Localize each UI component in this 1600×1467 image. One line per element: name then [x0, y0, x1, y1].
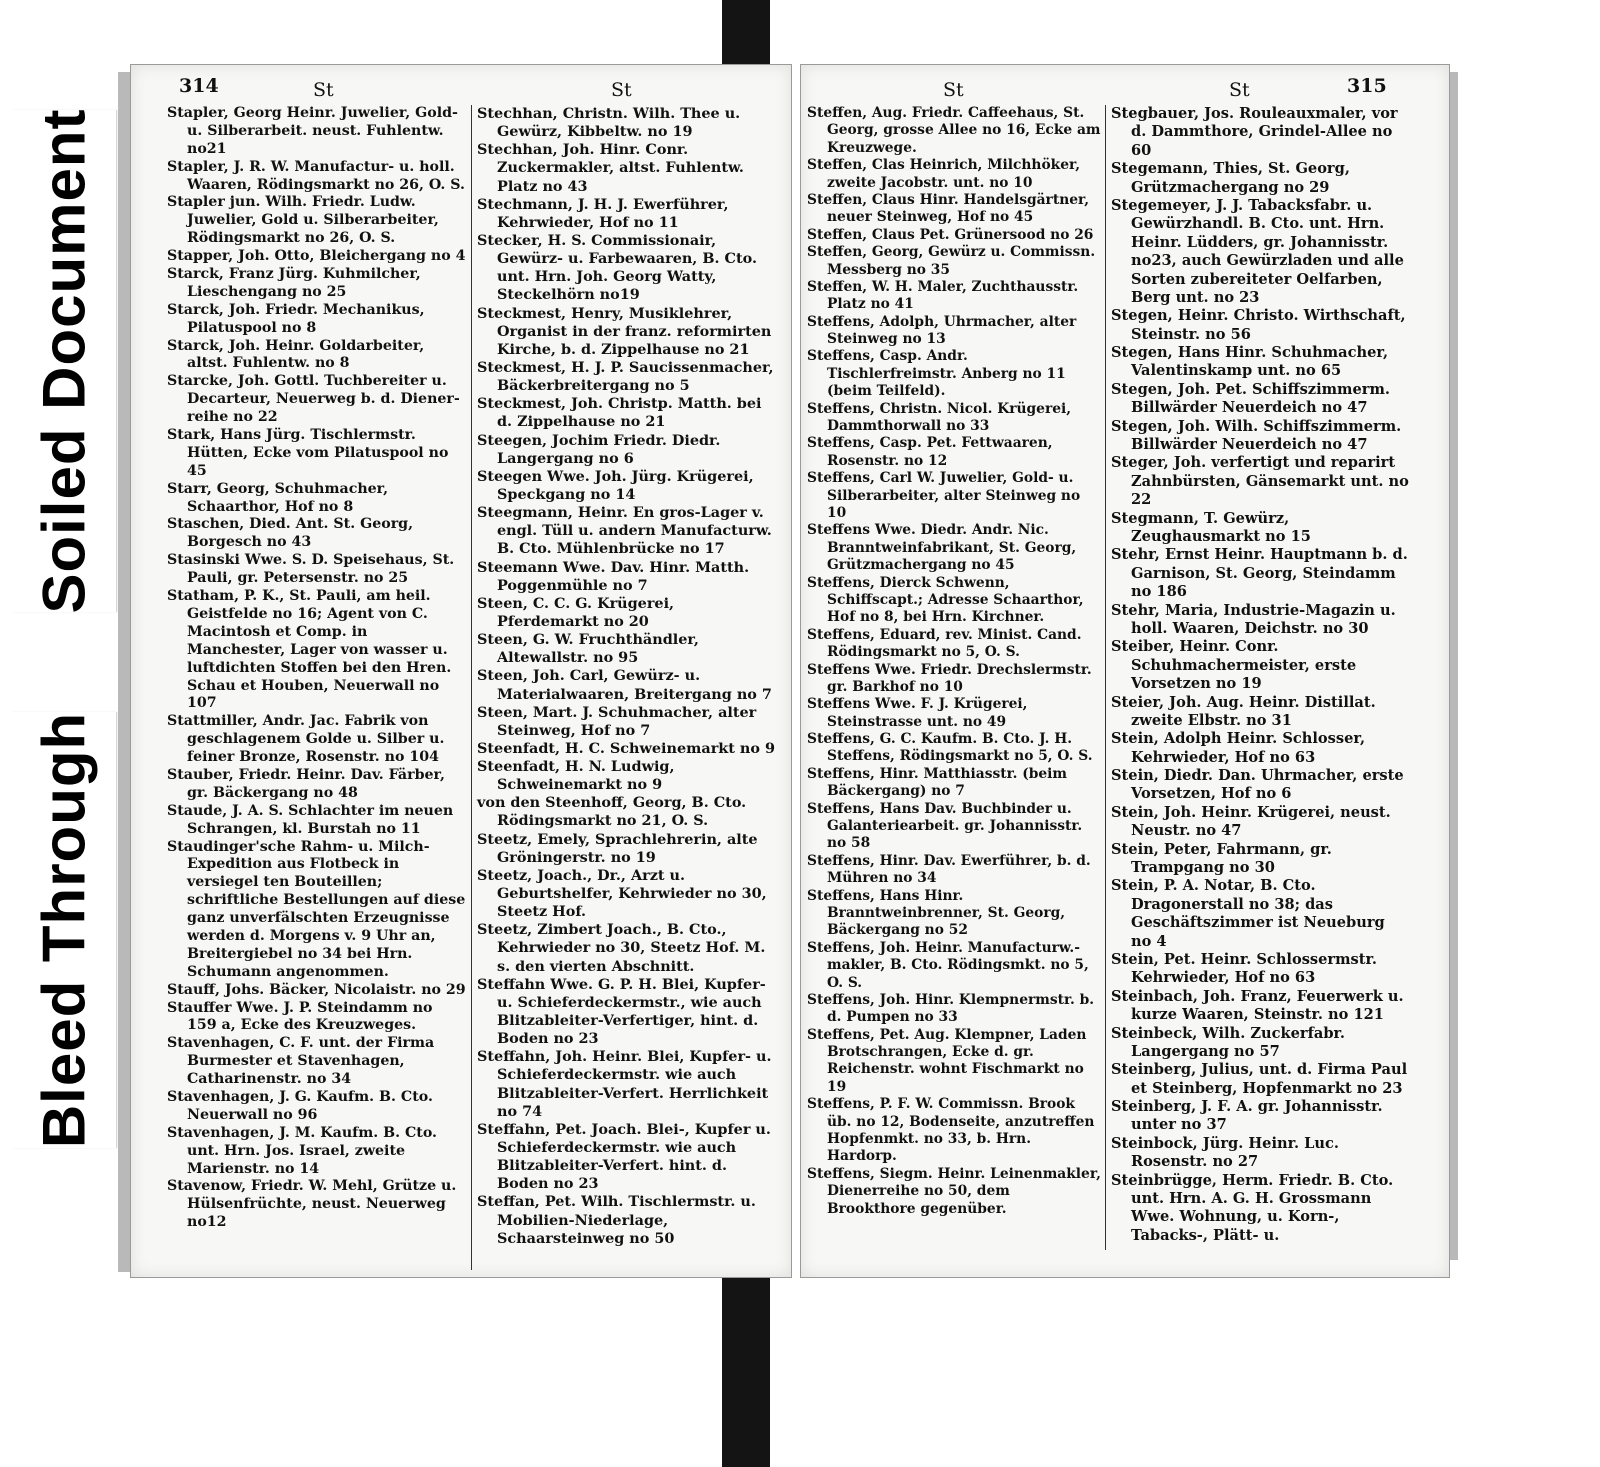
directory-entry: Steffens, Dierck Schwenn, Schiffscapt.; Adresse Schaarthor, Hof no 8, bei Hrn. Kirchner.: [807, 574, 1084, 626]
bleed-through-label: [12, 712, 117, 1148]
directory-entry: Steffens, Hans Dav. Buchbinder u. Galanteriearbeit. gr. Johannisstr. no 58: [807, 800, 1083, 852]
directory-entry: Steetz, Joach., Dr., Arzt u. Geburtshelfer, Kehrwieder no 30, Steetz Hof.: [477, 866, 767, 921]
directory-entry: Staudinger'sche Rahm- u. Milch-Expedition aus Flotbeck in versiegel ten Bouteillen; schriftliche Bestellungen auf diese ganz unverfälschten Erzeugnisse werden d. Morgens v. 9 Uhr an, Breitergiebel no 34 bei Hrn. Schumann angenommen.: [167, 838, 466, 980]
directory-entry: Stauber, Friedr. Heinr. Dav. Färber, gr. Bäckergang no 48: [167, 766, 445, 801]
directory-entry: Steffens, Carl W. Juwelier, Gold- u. Silberarbeiter, alter Steinweg no 10: [807, 470, 1081, 521]
directory-entry: Steffens, G. C. Kaufm. B. Cto. J. H. Steffens, Rödingsmarkt no 5, O. S.: [807, 731, 1093, 765]
directory-entry: Steiber, Heinr. Conr. Schuhmachermeister, erste Vorsetzen no 19: [1111, 638, 1357, 693]
directory-entry: Steetz, Emely, Sprachlehrerin, alte Gröningerstr. no 19: [477, 830, 758, 866]
directory-entry: Steffen, Claus Hinr. Handelsgärtner, neuer Steinweg, Hof no 45: [807, 191, 1090, 226]
directory-entry: Steffens, Christn. Nicol. Krügerei, Dammthorwall no 33: [807, 400, 1072, 435]
directory-entry: Steffen, Georg, Gewürz u. Commissn. Messberg no 35: [807, 244, 1096, 278]
directory-entry: Stein, Peter, Fahrmann, gr. Trampgang no 30: [1111, 840, 1332, 877]
directory-entry: Steinberg, J. F. A. gr. Johannisstr. unter no 37: [1111, 1098, 1383, 1134]
directory-entry: Stecker, H. S. Commissionair, Gewürz- u. Farbewaaren, B. Cto. unt. Hrn. Joh. Georg Watty, Steckelhörn no19: [477, 231, 757, 304]
directory-entry: Steffens Wwe. Friedr. Drechslermstr. gr. Barkhof no 10: [807, 661, 1092, 695]
directory-entry: Steegmann, Heinr. En gros-Lager v. engl. Tüll u. andern Manufacturw. B. Cto. Mühlenbrücke no 17: [477, 504, 772, 558]
directory-entry: Stapler jun. Wilh. Friedr. Ludw. Juwelier, Gold u. Silberarbeiter, Rödingsmarkt no 26, O. S.: [167, 194, 439, 247]
binding-strip-bottom: [722, 1264, 770, 1467]
directory-entry: Stehr, Ernst Heinr. Hauptmann b. d. Garnison, St. Georg, Steindamm no 186: [1111, 546, 1408, 601]
directory-entry: Stegen, Joh. Pet. Schiffszimmerm. Billwärder Neuerdeich no 47: [1111, 380, 1390, 417]
directory-entry: Steen, Mart. J. Schuhmacher, alter Steinweg, Hof no 7: [477, 703, 757, 739]
directory-entry: Stechhan, Christn. Wilh. Thee u. Gewürz, Kibbeltw. no 19: [477, 105, 741, 141]
right-page-column-2: [1111, 105, 1409, 1245]
directory-entry: Stapler, J. R. W. Manufactur- u. holl. Waaren, Rödingsmarkt no 26, O. S.: [167, 158, 465, 193]
directory-entry: Stavenhagen, J. G. Kaufm. B. Cto. Neuerwall no 96: [167, 1088, 433, 1123]
left-page-column-1: [167, 105, 467, 1232]
directory-entry: Steffens, Hans Hinr. Branntweinbrenner, St. Georg, Bäckergang no 52: [807, 887, 1066, 939]
directory-entry: Stavenow, Friedr. W. Mehl, Grütze u. Hülsenfrüchte, neust. Neuerweg no12: [167, 1178, 457, 1231]
directory-entry: Staschen, Died. Ant. St. Georg, Borgesch no 43: [167, 516, 414, 551]
directory-entry: Stegmann, T. Gewürz, Zeughausmarkt no 15: [1111, 509, 1311, 545]
directory-entry: Steffahn, Pet. Joach. Blei-, Kupfer u. Schieferdeckermstr. wie auch Blitzableiter-Verfert. hint. d. Boden no 23: [477, 1120, 771, 1193]
directory-entry: Steffens Wwe. Diedr. Andr. Nic. Branntweinfabrikant, St. Georg, Grützmachergang no 45: [807, 522, 1077, 574]
directory-entry: Steen, G. W. Fruchthändler, Altewallstr. no 95: [477, 631, 699, 667]
directory-entry: Stauffer Wwe. J. P. Steindamm no 159 a, Ecke des Kreuzweges.: [167, 999, 433, 1034]
directory-entry: Stegen, Joh. Wilh. Schiffszimmerm. Billwärder Neuerdeich no 47: [1111, 417, 1402, 454]
directory-entry: Steffahn, Joh. Heinr. Blei, Kupfer- u. Schieferdeckermstr. wie auch Blitzableiter-Verfert. Herrlichkeit no 74: [477, 1048, 772, 1120]
directory-entry: Steffens, Adolph, Uhrmacher, alter Steinweg no 13: [807, 313, 1077, 348]
directory-entry: Steffahn Wwe. G. P. H. Blei, Kupfer- u. Schieferdeckermstr., wie auch Blitzableiter-Verfertiger, hint. d. Boden no 23: [477, 975, 766, 1048]
running-head: St: [313, 79, 334, 101]
directory-entry: Steier, Joh. Aug. Heinr. Distillat. zweite Elbstr. no 31: [1111, 693, 1376, 729]
directory-entry: Steffens, Siegm. Heinr. Leinenmakler, Dienerreihe no 50, dem Brookthore gegenüber.: [807, 1165, 1101, 1217]
directory-entry: Starr, Georg, Schuhmacher, Schaarthor, Hof no 8: [167, 480, 389, 515]
page-number-right: 315: [1347, 75, 1387, 97]
directory-entry: Steinbach, Joh. Franz, Feuerwerk u. kurze Waaren, Steinstr. no 121: [1111, 987, 1404, 1024]
directory-entry: Starck, Joh. Heinr. Goldarbeiter, altst. Fuhlentw. no 8: [167, 337, 425, 372]
binding-strip-top: [722, 0, 770, 72]
left-page-column-2: [477, 105, 779, 1248]
directory-entry: Stegbauer, Jos. Rouleauxmaler, vor d. Dammthore, Grindel-Allee no 60: [1111, 105, 1398, 159]
directory-entry: Stegemann, Thies, St. Georg, Grützmachergang no 29: [1111, 160, 1350, 196]
left-page-header: [131, 75, 791, 105]
directory-entry: Steffan, Pet. Wilh. Tischlermstr. u. Mobilien-Niederlage, Schaarsteinweg no 50: [477, 1193, 756, 1247]
column-rule: [1105, 105, 1106, 1250]
directory-entry: Stein, Pet. Heinr. Schlossermstr. Kehrwieder, Hof no 63: [1111, 950, 1377, 987]
directory-entry: Steffens, Pet. Aug. Klempner, Laden Brotschrangen, Ecke d. gr. Reichenstr. wohnt Fischmarkt no 19: [807, 1026, 1087, 1095]
directory-entry: Stasinski Wwe. S. D. Speisehaus, St. Pauli, gr. Petersenstr. no 25: [167, 552, 455, 587]
directory-entry: Steen, Joh. Carl, Gewürz- u. Materialwaaren, Breitergang no 7: [477, 667, 772, 703]
directory-entry: Steetz, Zimbert Joach., B. Cto., Kehrwieder no 30, Steetz Hof. M. s. den vierten Abschnitt.: [477, 921, 766, 975]
directory-entry: Starck, Franz Jürg. Kuhmilcher, Lieschengang no 25: [167, 266, 421, 300]
directory-entry: Stavenhagen, C. F. unt. der Firma Burmester et Stavenhagen, Catharinenstr. no 34: [167, 1035, 435, 1088]
directory-entry: Stehr, Maria, Industrie-Magazin u. holl. Waaren, Deichstr. no 30: [1111, 601, 1396, 637]
directory-entry: Steckmest, H. J. P. Saucissenmacher, Bäckerbreitergang no 5: [477, 358, 774, 395]
directory-entry: Steffens Wwe. F. J. Krügerei, Steinstrasse unt. no 49: [807, 696, 1028, 730]
directory-entry: Steffens, Eduard, rev. Minist. Cand. Rödingsmarkt no 5, O. S.: [807, 626, 1082, 661]
directory-entry: Steffen, Claus Pet. Grünersood no 26: [807, 226, 1094, 243]
directory-entry: Stark, Hans Jürg. Tischlermstr. Hütten, Ecke vom Pilatuspool no 45: [167, 427, 449, 479]
directory-entry: Stapler, Georg Heinr. Juwelier, Gold- u. Silberarbeit. neust. Fuhlentw. no21: [167, 105, 458, 157]
directory-entry: Stapper, Joh. Otto, Bleichergang no 4: [167, 248, 466, 265]
directory-entry: Starcke, Joh. Gottl. Tuchbereiter u. Decarteur, Neuerweg b. d. Diener-reihe no 22: [167, 373, 460, 426]
directory-entry: Steinbeck, Wilh. Zuckerfabr. Langergang no 57: [1111, 1024, 1345, 1060]
directory-entry: Steffens, Hinr. Matthiasstr. (beim Bäckergang) no 7: [807, 765, 1068, 800]
directory-entry: Steffen, Clas Heinrich, Milchhöker, zweite Jacobstr. unt. no 10: [807, 157, 1081, 191]
directory-entry: Steffens, Joh. Hinr. Klempnermstr. b. d. Pumpen no 33: [807, 991, 1095, 1026]
directory-entry: Steenfadt, H. N. Ludwig, Schweinemarkt no 9: [477, 758, 675, 794]
directory-entry: Steger, Joh. verfertigt und reparirt Zahnbürsten, Gänsemarkt unt. no 22: [1111, 454, 1409, 509]
column-rule: [471, 105, 472, 1270]
soiled-document-text: Soiled Document: [30, 108, 98, 614]
directory-entry: Steegen Wwe. Joh. Jürg. Krügerei, Speckgang no 14: [477, 467, 754, 503]
directory-entry: Starck, Joh. Friedr. Mechanikus, Pilatuspool no 8: [167, 301, 425, 336]
directory-entry: Steffens, Casp. Pet. Fettwaaren, Rosenstr. no 12: [807, 435, 1053, 469]
directory-entry: Steinberg, Julius, unt. d. Firma Paul et Steinberg, Hopfenmarkt no 23: [1111, 1061, 1408, 1097]
directory-entry: Steegen, Jochim Friedr. Diedr. Langergang no 6: [477, 431, 721, 467]
running-head: St: [611, 79, 632, 101]
directory-entry: Stein, Diedr. Dan. Uhrmacher, erste Vorsetzen, Hof no 6: [1111, 767, 1404, 803]
left-page: [130, 64, 792, 1278]
directory-entry: Stechhan, Joh. Hinr. Conr. Zuckermakler, altst. Fuhlentw. Platz no 43: [477, 141, 744, 195]
directory-entry: Steemann Wwe. Dav. Hinr. Matth. Poggenmühle no 7: [477, 558, 750, 594]
directory-entry: Steinbock, Jürg. Heinr. Luc. Rosenstr. no 27: [1111, 1134, 1339, 1171]
directory-entry: Stattmiller, Andr. Jac. Fabrik von geschlagenem Golde u. Silber u. feiner Bronze, Rosenstr. no 104: [167, 713, 445, 766]
running-head: St: [1229, 79, 1250, 101]
directory-entry: Stechmann, J. H. J. Ewerführer, Kehrwieder, Hof no 11: [477, 195, 729, 231]
running-head: St: [943, 79, 964, 101]
page-number-left: 314: [179, 75, 219, 97]
directory-entry: Stavenhagen, J. M. Kaufm. B. Cto. unt. Hrn. Jos. Israel, zweite Marienstr. no 14: [167, 1124, 437, 1177]
directory-entry: Stegen, Heinr. Christo. Wirthschaft, Steinstr. no 56: [1111, 307, 1406, 343]
directory-entry: Stauff, Johs. Bäcker, Nicolaistr. no 29: [167, 981, 466, 998]
directory-entry: Steen, C. C. G. Krügerei, Pferdemarkt no 20: [477, 594, 675, 630]
directory-entry: Steffens, Casp. Andr. Tischlerfreimstr. Anberg no 11 (beim Teilfeld).: [807, 348, 1066, 400]
directory-entry: Stein, Adolph Heinr. Schlosser, Kehrwieder, Hof no 63: [1111, 730, 1366, 766]
directory-entry: Stegemeyer, J. J. Tabacksfabr. u. Gewürzhandl. B. Cto. unt. Hrn. Heinr. Lüdders, gr. Johannisstr. no23, auch Gewürzladen und alle Sorten zubereiteter Oelfarben, Berg unt. no 23: [1111, 196, 1404, 306]
soiled-document-label: [12, 110, 117, 612]
directory-entry: Steffen, W. H. Maler, Zuchthausstr. Platz no 41: [807, 278, 1079, 313]
directory-entry: Steffens, P. F. W. Commissn. Brook üb. no 12, Bodenseite, anzutreffen Hopfenmkt. no 33, b. Hrn. Hardorp.: [807, 1096, 1095, 1165]
right-page-column-1: [807, 105, 1101, 1218]
right-page-header: [801, 75, 1449, 105]
directory-entry: Steinbrügge, Herm. Friedr. B. Cto. unt. Hrn. A. G. H. Grossmann Wwe. Wohnung, u. Korn-, Tabacks-, Plätt- u.: [1111, 1171, 1394, 1244]
directory-entry: Steffens, Joh. Heinr. Manufacturw.-makler, B. Cto. Rödingsmkt. no 5, O. S.: [807, 939, 1089, 991]
directory-entry: Steffen, Aug. Friedr. Caffeehaus, St. Georg, grosse Allee no 16, Ecke am Kreuzwege.: [807, 105, 1101, 156]
directory-entry: Steenfadt, H. C. Schweinemarkt no 9: [477, 739, 775, 757]
directory-entry: Steckmest, Henry, Musiklehrer, Organist in der franz. reformirten Kirche, b. d. Zippelhause no 21: [477, 304, 772, 358]
directory-entry: Stegen, Hans Hinr. Schuhmacher, Valentinskamp unt. no 65: [1111, 344, 1389, 380]
directory-entry: Staude, J. A. S. Schlachter im neuen Schrangen, kl. Burstah no 11: [167, 802, 454, 837]
directory-entry: Stein, Joh. Heinr. Krügerei, neust. Neustr. no 47: [1111, 803, 1391, 840]
directory-entry: Steffens, Hinr. Dav. Ewerführer, b. d. Mühren no 34: [807, 852, 1091, 887]
directory-entry: Stein, P. A. Notar, B. Cto. Dragonerstall no 38; das Geschäftszimmer ist Neueburg no 4: [1111, 877, 1385, 950]
directory-entry: von den Steenhoff, Georg, B. Cto. Rödingsmarkt no 21, O. S.: [477, 794, 747, 830]
directory-entry: Steckmest, Joh. Christp. Matth. bei d. Zippelhause no 21: [477, 395, 762, 431]
right-page: [800, 64, 1450, 1278]
bleed-through-text: Bleed Through: [30, 711, 98, 1149]
directory-entry: Statham, P. K., St. Pauli, am heil. Geistfelde no 16; Agent von C. Macintosh et Comp. in Manchester, Lager von wasser u. luftdichten Stoffen bei den Hren. Schau et Houben, Neuerwall no 107: [167, 588, 452, 712]
